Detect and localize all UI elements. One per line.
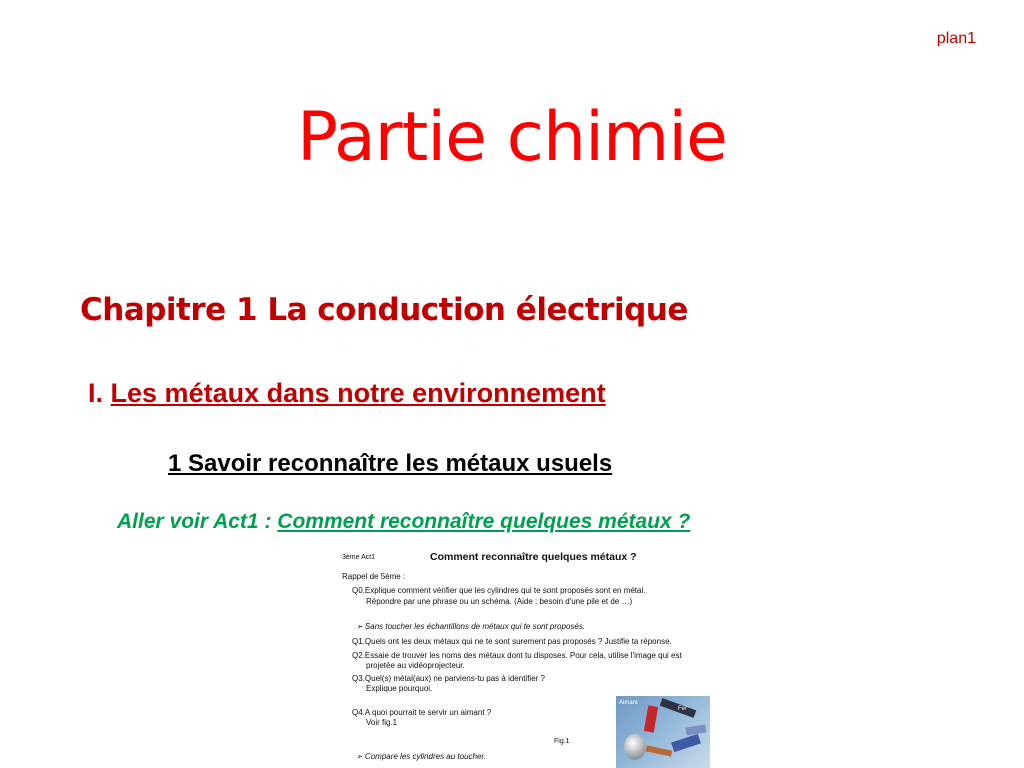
fig-label-fer: Fer — [678, 706, 687, 712]
magnet-photo — [616, 696, 710, 768]
doc-q4-line2: Voir fig.1 — [366, 718, 398, 727]
spoon — [624, 734, 646, 760]
fig-label-aimant: Aimant — [619, 700, 638, 706]
doc-bullet1: ➢ Sans toucher les échantillons de métaux qui te sont proposés. — [356, 622, 586, 631]
subsection-heading: 1 Savoir reconnaître les métaux usuels — [168, 450, 613, 477]
doc-q1: Q1.Quels ont les deux métaux qui ne te sont surement pas proposés ? Justifie ta réponse. — [352, 637, 672, 646]
activity-line — [117, 510, 690, 534]
activity-document — [336, 548, 716, 768]
doc-header-grade: 3ème Act1 — [342, 554, 376, 561]
doc-q3-line2: Explique pourquoi. — [366, 684, 433, 693]
doc-rappel: Rappel de 5ème : — [342, 572, 406, 581]
doc-bullet2: ➢ Compare les cylindres au toucher. — [356, 752, 487, 761]
doc-q2-line2: projetée au vidéoprojecteur. — [366, 661, 465, 670]
copper-strip — [646, 745, 673, 756]
metal-plate — [671, 734, 701, 752]
doc-q0-line2: Répondre par une phrase ou un schéma. (Aide : besoin d'une pile et de …) — [366, 597, 633, 606]
chapter-title: Chapitre 1 La conduction électrique — [80, 292, 688, 328]
doc-q3-line1: Q3.Quel(s) métal(aux) ne parviens-tu pas à identifier ? — [352, 674, 545, 683]
activity-link[interactable]: Comment reconnaître quelques métaux ? — [277, 510, 691, 533]
section-number: I. — [88, 378, 104, 408]
doc-q2-line1: Q2.Essaie de trouver les noms des métaux dont tu disposes. Pour cela, utilise l'image qui est — [352, 651, 682, 660]
slide-title: Partie chimie — [297, 98, 727, 177]
section-heading — [88, 378, 606, 409]
activity-prefix: Aller voir Act1 : — [117, 510, 278, 533]
plan-label: plan1 — [936, 30, 976, 47]
section-title: Les métaux dans notre environnement — [110, 378, 606, 408]
doc-q0-line1: Q0.Explique comment vérifier que les cylindres qui te sont proposés sont en métal. — [352, 586, 646, 595]
doc-q4-line1: Q4.A quoi pourrait te servir un aimant ? — [352, 708, 492, 717]
doc-header-title: Comment reconnaître quelques métaux ? — [430, 551, 637, 563]
doc-fig-caption: Fig.1 — [554, 738, 570, 745]
magnet-bar — [644, 705, 658, 732]
